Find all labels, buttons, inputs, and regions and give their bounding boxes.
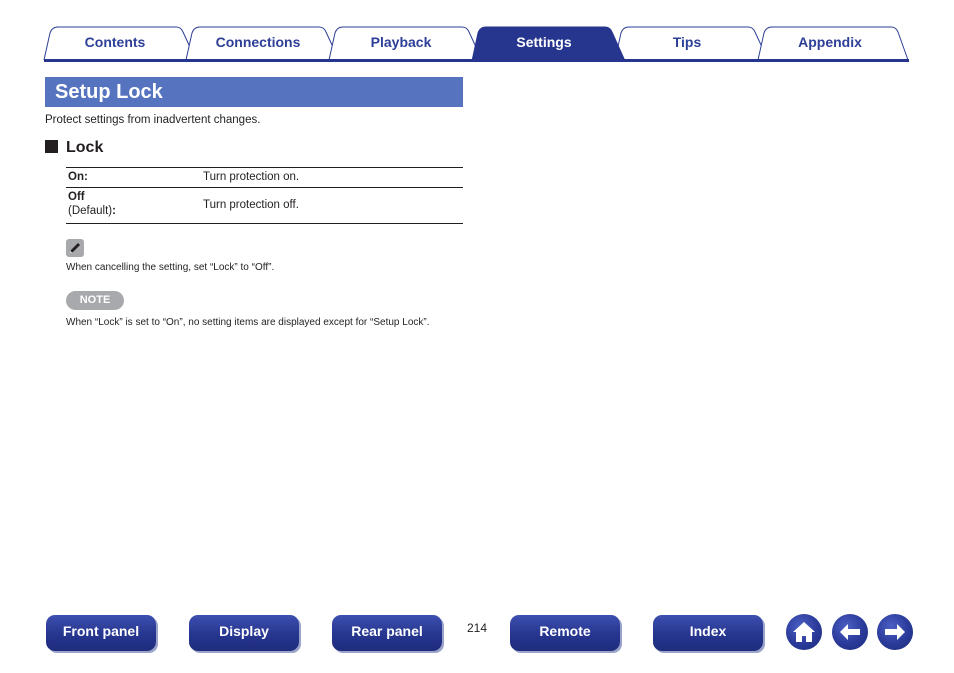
tab-settings[interactable]: Settings xyxy=(516,34,572,50)
note-badge: NOTE xyxy=(66,291,124,310)
table-row xyxy=(66,187,463,224)
option-key xyxy=(68,190,116,218)
option-key xyxy=(68,170,88,184)
top-tab-bar xyxy=(0,0,954,64)
back-button[interactable] xyxy=(832,614,868,650)
index-button[interactable]: Index xyxy=(653,615,763,651)
memo-text: When cancelling the setting, set “Lock” to “Off”. xyxy=(66,262,275,273)
section-heading-label: Lock xyxy=(66,139,104,156)
arrow-left-icon xyxy=(832,614,868,650)
tab-baseline xyxy=(44,59,909,62)
option-name: Off xyxy=(68,191,85,203)
note-text: When “Lock” is set to “On”, no setting items are displayed except for “Setup Lock”. xyxy=(66,317,430,328)
section-heading xyxy=(45,139,103,157)
page-number: 214 xyxy=(466,621,488,635)
section-bullet-icon xyxy=(45,140,58,153)
options-table xyxy=(66,167,463,224)
table-row xyxy=(66,167,463,187)
pencil-icon xyxy=(66,239,84,257)
tab-connections[interactable]: Connections xyxy=(215,34,301,50)
page-title: Setup Lock xyxy=(45,77,463,107)
remote-button[interactable]: Remote xyxy=(510,615,620,651)
option-description: Turn protection on. xyxy=(203,171,300,183)
rear-panel-button[interactable]: Rear panel xyxy=(332,615,442,651)
tab-playback[interactable]: Playback xyxy=(370,34,432,50)
tab-contents[interactable]: Contents xyxy=(84,34,146,50)
tab-shapes xyxy=(0,0,954,64)
tab-tips[interactable]: Tips xyxy=(672,34,702,50)
option-name: On xyxy=(68,171,84,183)
option-suffix: : xyxy=(112,205,116,217)
home-icon xyxy=(786,614,822,650)
option-description: Turn protection off. xyxy=(203,199,299,211)
option-suffix: : xyxy=(83,171,88,183)
pencil-glyph xyxy=(68,241,82,255)
tab-appendix[interactable]: Appendix xyxy=(798,34,862,50)
home-button[interactable] xyxy=(786,614,822,650)
intro-text: Protect settings from inadvertent changes. xyxy=(45,114,261,126)
front-panel-button[interactable]: Front panel xyxy=(46,615,156,651)
forward-button[interactable] xyxy=(877,614,913,650)
display-button[interactable]: Display xyxy=(189,615,299,651)
option-qualifier: (Default) xyxy=(68,205,113,217)
arrow-right-icon xyxy=(877,614,913,650)
